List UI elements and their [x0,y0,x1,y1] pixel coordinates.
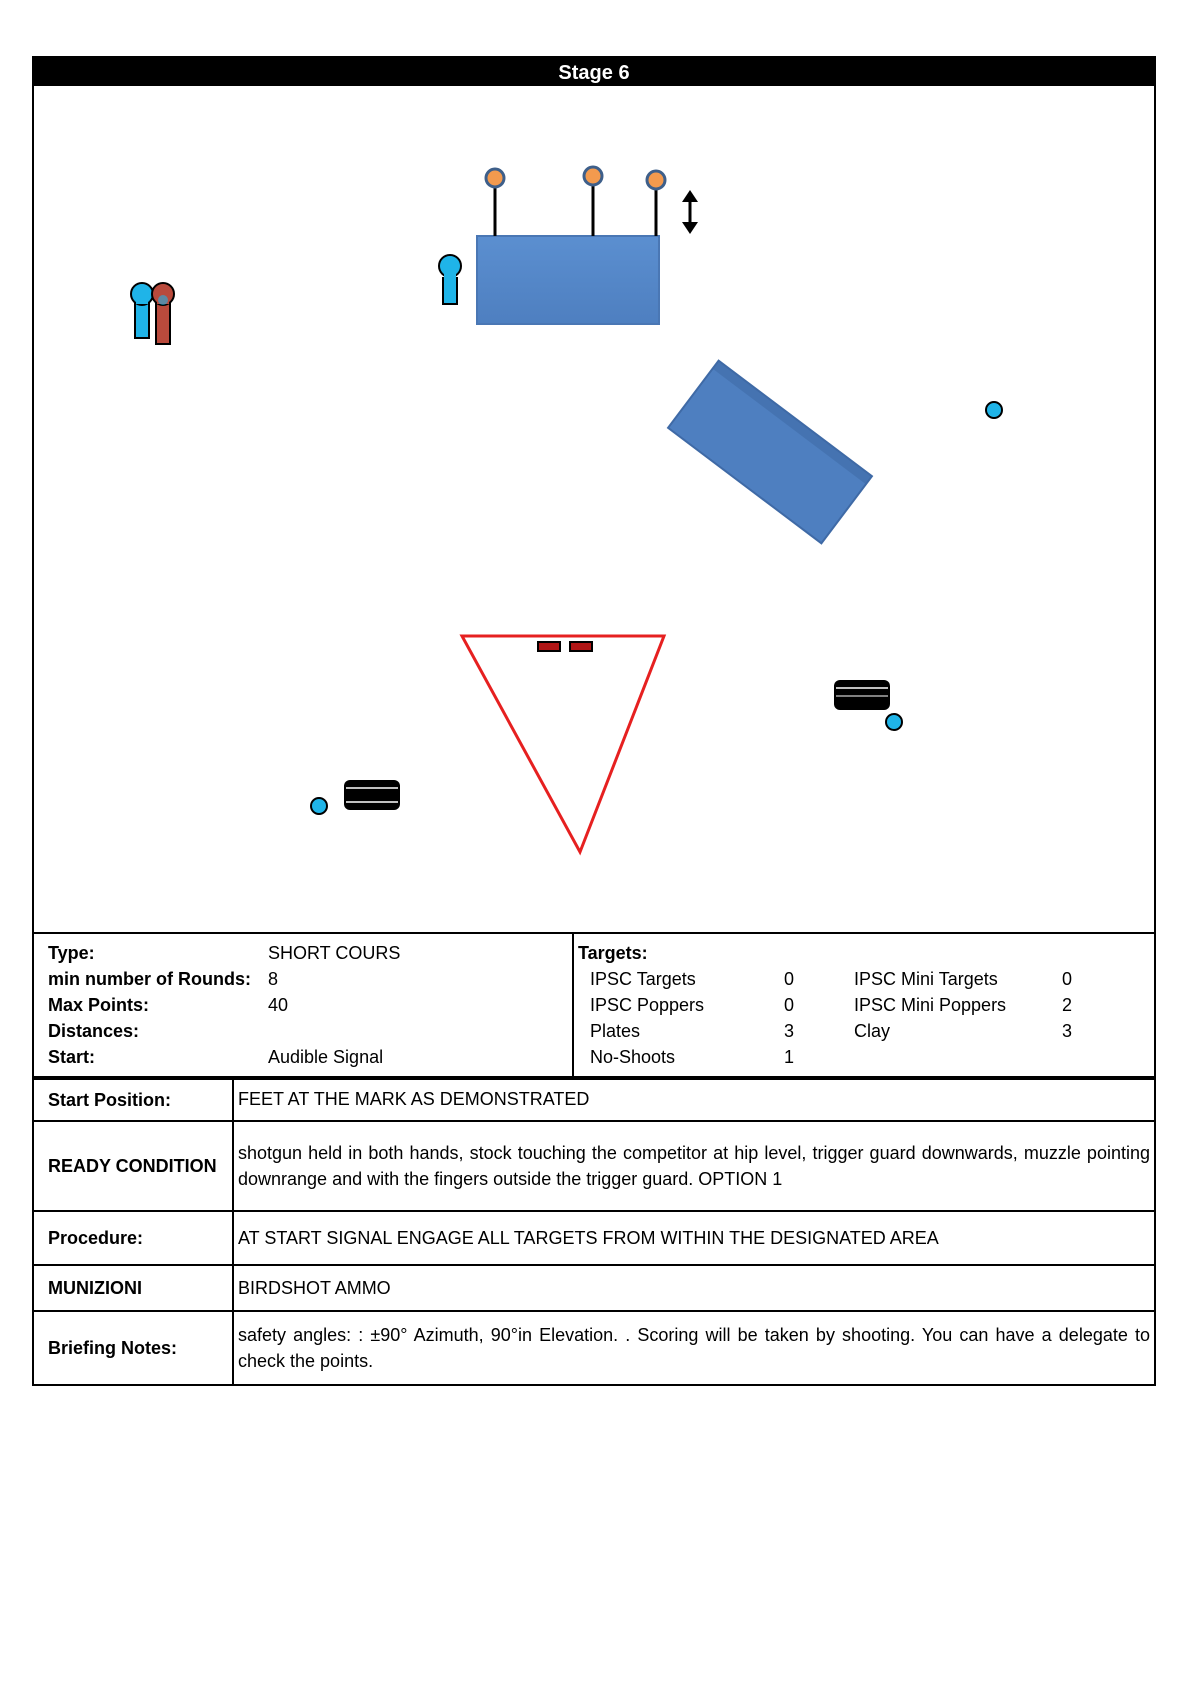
moving-arrow-icon [682,190,698,234]
mini-popper-left [131,283,153,338]
stage-info [32,934,1156,1078]
ready-condition-row [33,1121,1155,1211]
munizioni-row [33,1265,1155,1311]
stage-diagram [32,86,1156,934]
target-name: No-Shoots [590,1047,676,1067]
target-row-3 [578,1018,1154,1044]
rounds-value: 8 [268,969,279,989]
target-name: IPSC Mini Poppers [854,995,1007,1015]
target-count: 3 [1062,1021,1073,1041]
tire-right [834,680,890,710]
type-label: Type: [48,943,95,963]
start-row [48,1044,572,1070]
target-name: Plates [590,1021,641,1041]
stage-title: Stage 6 [32,56,1156,86]
tire-left [344,780,400,810]
distances-label: Distances: [48,1021,140,1041]
briefing-row [33,1311,1155,1385]
target-name: IPSC Mini Targets [854,969,998,989]
briefing-label: Briefing Notes: [33,1311,233,1385]
barricade-top [477,236,659,324]
ready-condition-value: shotgun held in both hands, stock touching the competitor at hip level, trigger guard downwards, muzzle pointing downrange and with the fingers outside the trigger guard. OPTION 1 [233,1121,1155,1211]
start-mark-right [570,642,592,651]
plate-right [647,171,665,236]
procedure-label: Procedure: [33,1211,233,1265]
start-value: Audible Signal [268,1047,384,1067]
clay-right-top [986,402,1002,418]
clay-left [311,798,327,814]
target-count: 0 [1062,969,1073,989]
no-shoot-left [152,283,174,344]
start-position-row [33,1079,1155,1121]
rounds-label: min number of Rounds: [48,969,251,989]
type-value: SHORT COURS [268,943,401,963]
stage-sheet [32,56,1156,1386]
target-count: 3 [784,1021,795,1041]
barricade-rotated [668,361,872,544]
start-label: Start: [48,1047,96,1067]
mini-popper-top [439,255,461,304]
plate-left [486,169,504,236]
target-count: 1 [784,1047,795,1067]
points-label: Max Points: [48,995,150,1015]
stage-diagram-svg [34,86,1158,934]
procedure-value: AT START SIGNAL ENGAGE ALL TARGETS FROM WITHIN THE DESIGNATED AREA [233,1211,1155,1265]
briefing-value: safety angles: : ±90° Azimuth, 90°in Elevation. . Scoring will be taken by shooting. You can have a delegate to check the points. [233,1311,1155,1385]
stage-info-left [34,934,574,1076]
start-position-value: FEET AT THE MARK AS DEMONSTRATED [233,1079,1155,1121]
target-row-2 [578,992,1154,1018]
type-row [48,940,572,966]
ready-condition-label: READY CONDITION [33,1121,233,1211]
target-name: IPSC Poppers [590,995,705,1015]
start-mark-left [538,642,560,651]
distances-row [48,1018,572,1044]
target-name: IPSC Targets [590,969,696,989]
target-count: 2 [1062,995,1073,1015]
stage-details [32,1078,1156,1386]
targets-title: Targets: [578,943,648,963]
rounds-row [48,966,572,992]
start-position-label: Start Position: [33,1079,233,1121]
target-name: Clay [854,1021,891,1041]
munizioni-value: BIRDSHOT AMMO [233,1265,1155,1311]
points-row [48,992,572,1018]
target-row-1 [578,966,1154,992]
shooting-area [462,636,664,852]
points-value: 40 [268,995,289,1015]
target-count: 0 [784,995,795,1015]
munizioni-label: MUNIZIONI [33,1265,233,1311]
plate-middle [584,167,602,236]
target-count: 0 [784,969,795,989]
clay-right-bottom [886,714,902,730]
target-row-4 [578,1044,1154,1070]
procedure-row [33,1211,1155,1265]
targets-panel [574,934,1154,1076]
